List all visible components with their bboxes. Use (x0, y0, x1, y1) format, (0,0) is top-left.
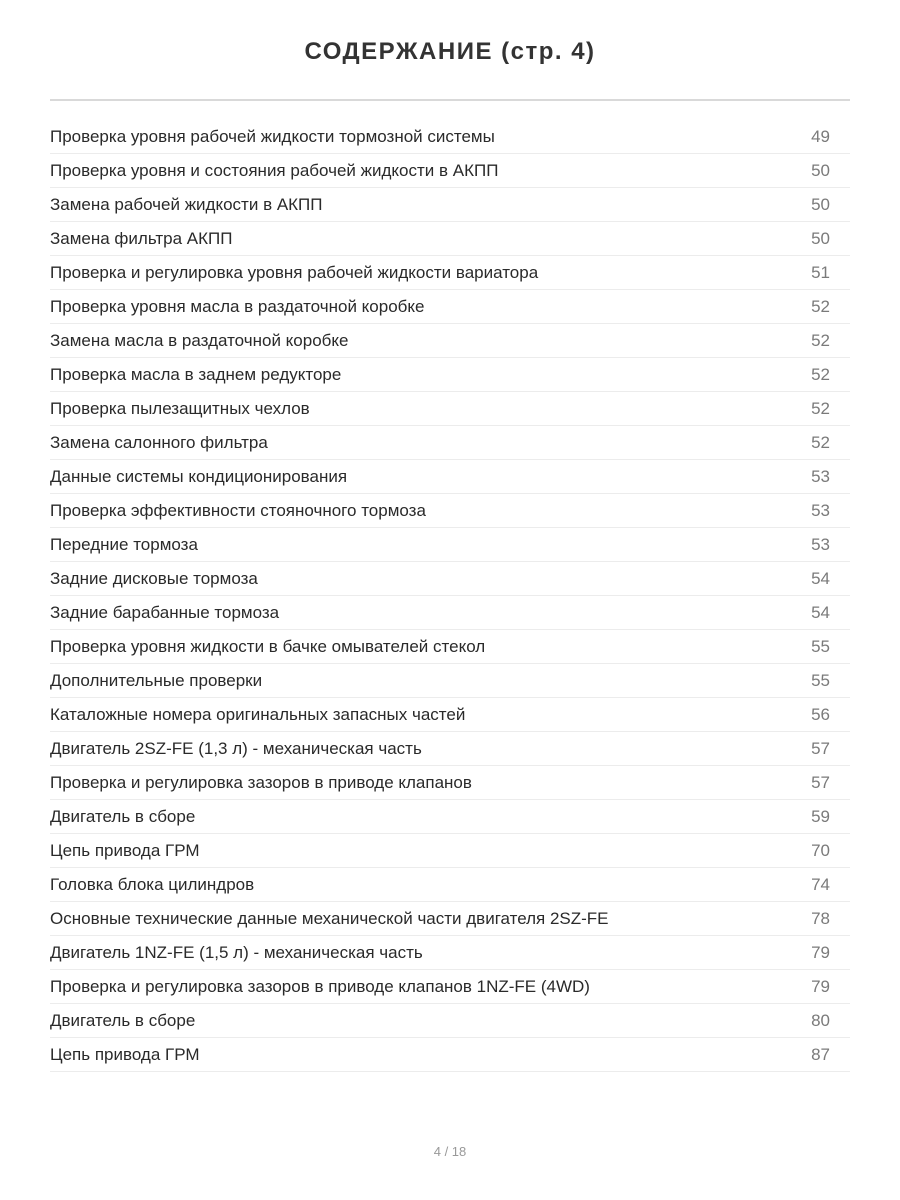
toc-entry[interactable] (50, 562, 850, 596)
toc-entry-page: 79 (811, 976, 830, 996)
toc-entry-title: Двигатель в сборе (50, 1010, 196, 1030)
page-indicator: 4 / 18 (433, 1144, 467, 1159)
toc-entry[interactable] (50, 936, 850, 970)
toc-entry[interactable] (50, 1038, 850, 1072)
toc-entry-title: Проверка и регулировка уровня рабочей жидкости вариатора (50, 262, 539, 282)
toc-entry[interactable] (50, 698, 850, 732)
toc-entry-title: Основные технические данные механической части двигателя 2SZ-FE (50, 908, 609, 928)
toc-entry[interactable] (50, 528, 850, 562)
toc-entry-page: 54 (811, 602, 830, 622)
toc-entry[interactable] (50, 120, 850, 154)
toc-entry-page: 55 (811, 670, 830, 690)
toc-entry-page: 87 (811, 1044, 830, 1064)
toc-entry[interactable] (50, 868, 850, 902)
title-divider (50, 99, 850, 101)
toc-entry-page: 57 (811, 738, 830, 758)
toc-entry[interactable] (50, 222, 850, 256)
toc-entry-title: Двигатель в сборе (50, 806, 196, 826)
toc-entry[interactable] (50, 256, 850, 290)
toc-entry-title: Проверка и регулировка зазоров в приводе клапанов (50, 772, 472, 792)
toc-entry-title: Замена рабочей жидкости в АКПП (50, 194, 323, 214)
toc-entry-page: 54 (811, 568, 830, 588)
toc-entry-page: 49 (811, 126, 830, 146)
toc-entry-page: 53 (811, 500, 830, 520)
toc-entry[interactable] (50, 358, 850, 392)
toc-entry[interactable] (50, 970, 850, 1004)
toc-entry-title: Задние дисковые тормоза (50, 568, 258, 588)
toc-entry-title: Проверка уровня жидкости в бачке омывателей стекол (50, 636, 486, 656)
toc-entry-title: Проверка эффективности стояночного тормоза (50, 500, 426, 520)
page-title: СОДЕРЖАНИЕ (стр. 4) (304, 38, 596, 65)
toc-entry-page: 52 (811, 432, 830, 452)
toc-entry-page: 52 (811, 398, 830, 418)
toc-entry[interactable] (50, 766, 850, 800)
toc-entry-title: Передние тормоза (50, 534, 198, 554)
toc-entry[interactable] (50, 596, 850, 630)
toc-entry-page: 70 (811, 840, 830, 860)
toc-entry-title: Данные системы кондиционирования (50, 466, 348, 486)
toc-entry[interactable] (50, 460, 850, 494)
toc-entry-page: 53 (811, 466, 830, 486)
table-of-contents (50, 120, 850, 1072)
toc-entry-title: Дополнительные проверки (50, 670, 263, 690)
toc-entry-title: Каталожные номера оригинальных запасных частей (50, 704, 466, 724)
toc-entry[interactable] (50, 188, 850, 222)
toc-entry-page: 56 (811, 704, 830, 724)
toc-entry-title: Проверка уровня и состояния рабочей жидкости в АКПП (50, 160, 499, 180)
toc-entry-title: Двигатель 2SZ-FE (1,3 л) - механическая часть (50, 738, 422, 758)
toc-entry-title: Замена масла в раздаточной коробке (50, 330, 349, 350)
toc-entry-page: 50 (811, 194, 830, 214)
toc-entry[interactable] (50, 1004, 850, 1038)
toc-entry-page: 55 (811, 636, 830, 656)
toc-entry[interactable] (50, 392, 850, 426)
toc-entry-title: Замена фильтра АКПП (50, 228, 233, 248)
toc-entry-title: Головка блока цилиндров (50, 874, 255, 894)
toc-entry-page: 59 (811, 806, 830, 826)
toc-entry-title: Проверка уровня рабочей жидкости тормозной системы (50, 126, 495, 146)
toc-entry-page: 52 (811, 330, 830, 350)
toc-entry-page: 50 (811, 228, 830, 248)
toc-entry-title: Проверка пылезащитных чехлов (50, 398, 310, 418)
toc-entry[interactable] (50, 630, 850, 664)
toc-entry-title: Задние барабанные тормоза (50, 602, 280, 622)
toc-entry-page: 79 (811, 942, 830, 962)
toc-entry-title: Замена салонного фильтра (50, 432, 268, 452)
toc-entry-page: 51 (811, 262, 830, 282)
toc-entry-title: Проверка и регулировка зазоров в приводе клапанов 1NZ-FE (4WD) (50, 976, 590, 996)
toc-entry[interactable] (50, 426, 850, 460)
toc-entry-title: Проверка масла в заднем редукторе (50, 364, 342, 384)
toc-entry-page: 57 (811, 772, 830, 792)
toc-entry-title: Цепь привода ГРМ (50, 1044, 200, 1064)
toc-entry-title: Двигатель 1NZ-FE (1,5 л) - механическая часть (50, 942, 423, 962)
toc-entry[interactable] (50, 664, 850, 698)
toc-entry[interactable] (50, 290, 850, 324)
toc-entry-title: Цепь привода ГРМ (50, 840, 200, 860)
toc-entry-page: 52 (811, 296, 830, 316)
toc-entry-page: 52 (811, 364, 830, 384)
toc-entry[interactable] (50, 732, 850, 766)
toc-entry[interactable] (50, 324, 850, 358)
toc-entry-page: 80 (811, 1010, 830, 1030)
toc-entry[interactable] (50, 494, 850, 528)
toc-entry[interactable] (50, 800, 850, 834)
toc-entry-page: 50 (811, 160, 830, 180)
toc-entry[interactable] (50, 834, 850, 868)
toc-entry-title: Проверка уровня масла в раздаточной коробке (50, 296, 425, 316)
toc-entry-page: 78 (811, 908, 830, 928)
toc-entry-page: 74 (811, 874, 830, 894)
toc-entry[interactable] (50, 902, 850, 936)
toc-entry[interactable] (50, 154, 850, 188)
toc-entry-page: 53 (811, 534, 830, 554)
